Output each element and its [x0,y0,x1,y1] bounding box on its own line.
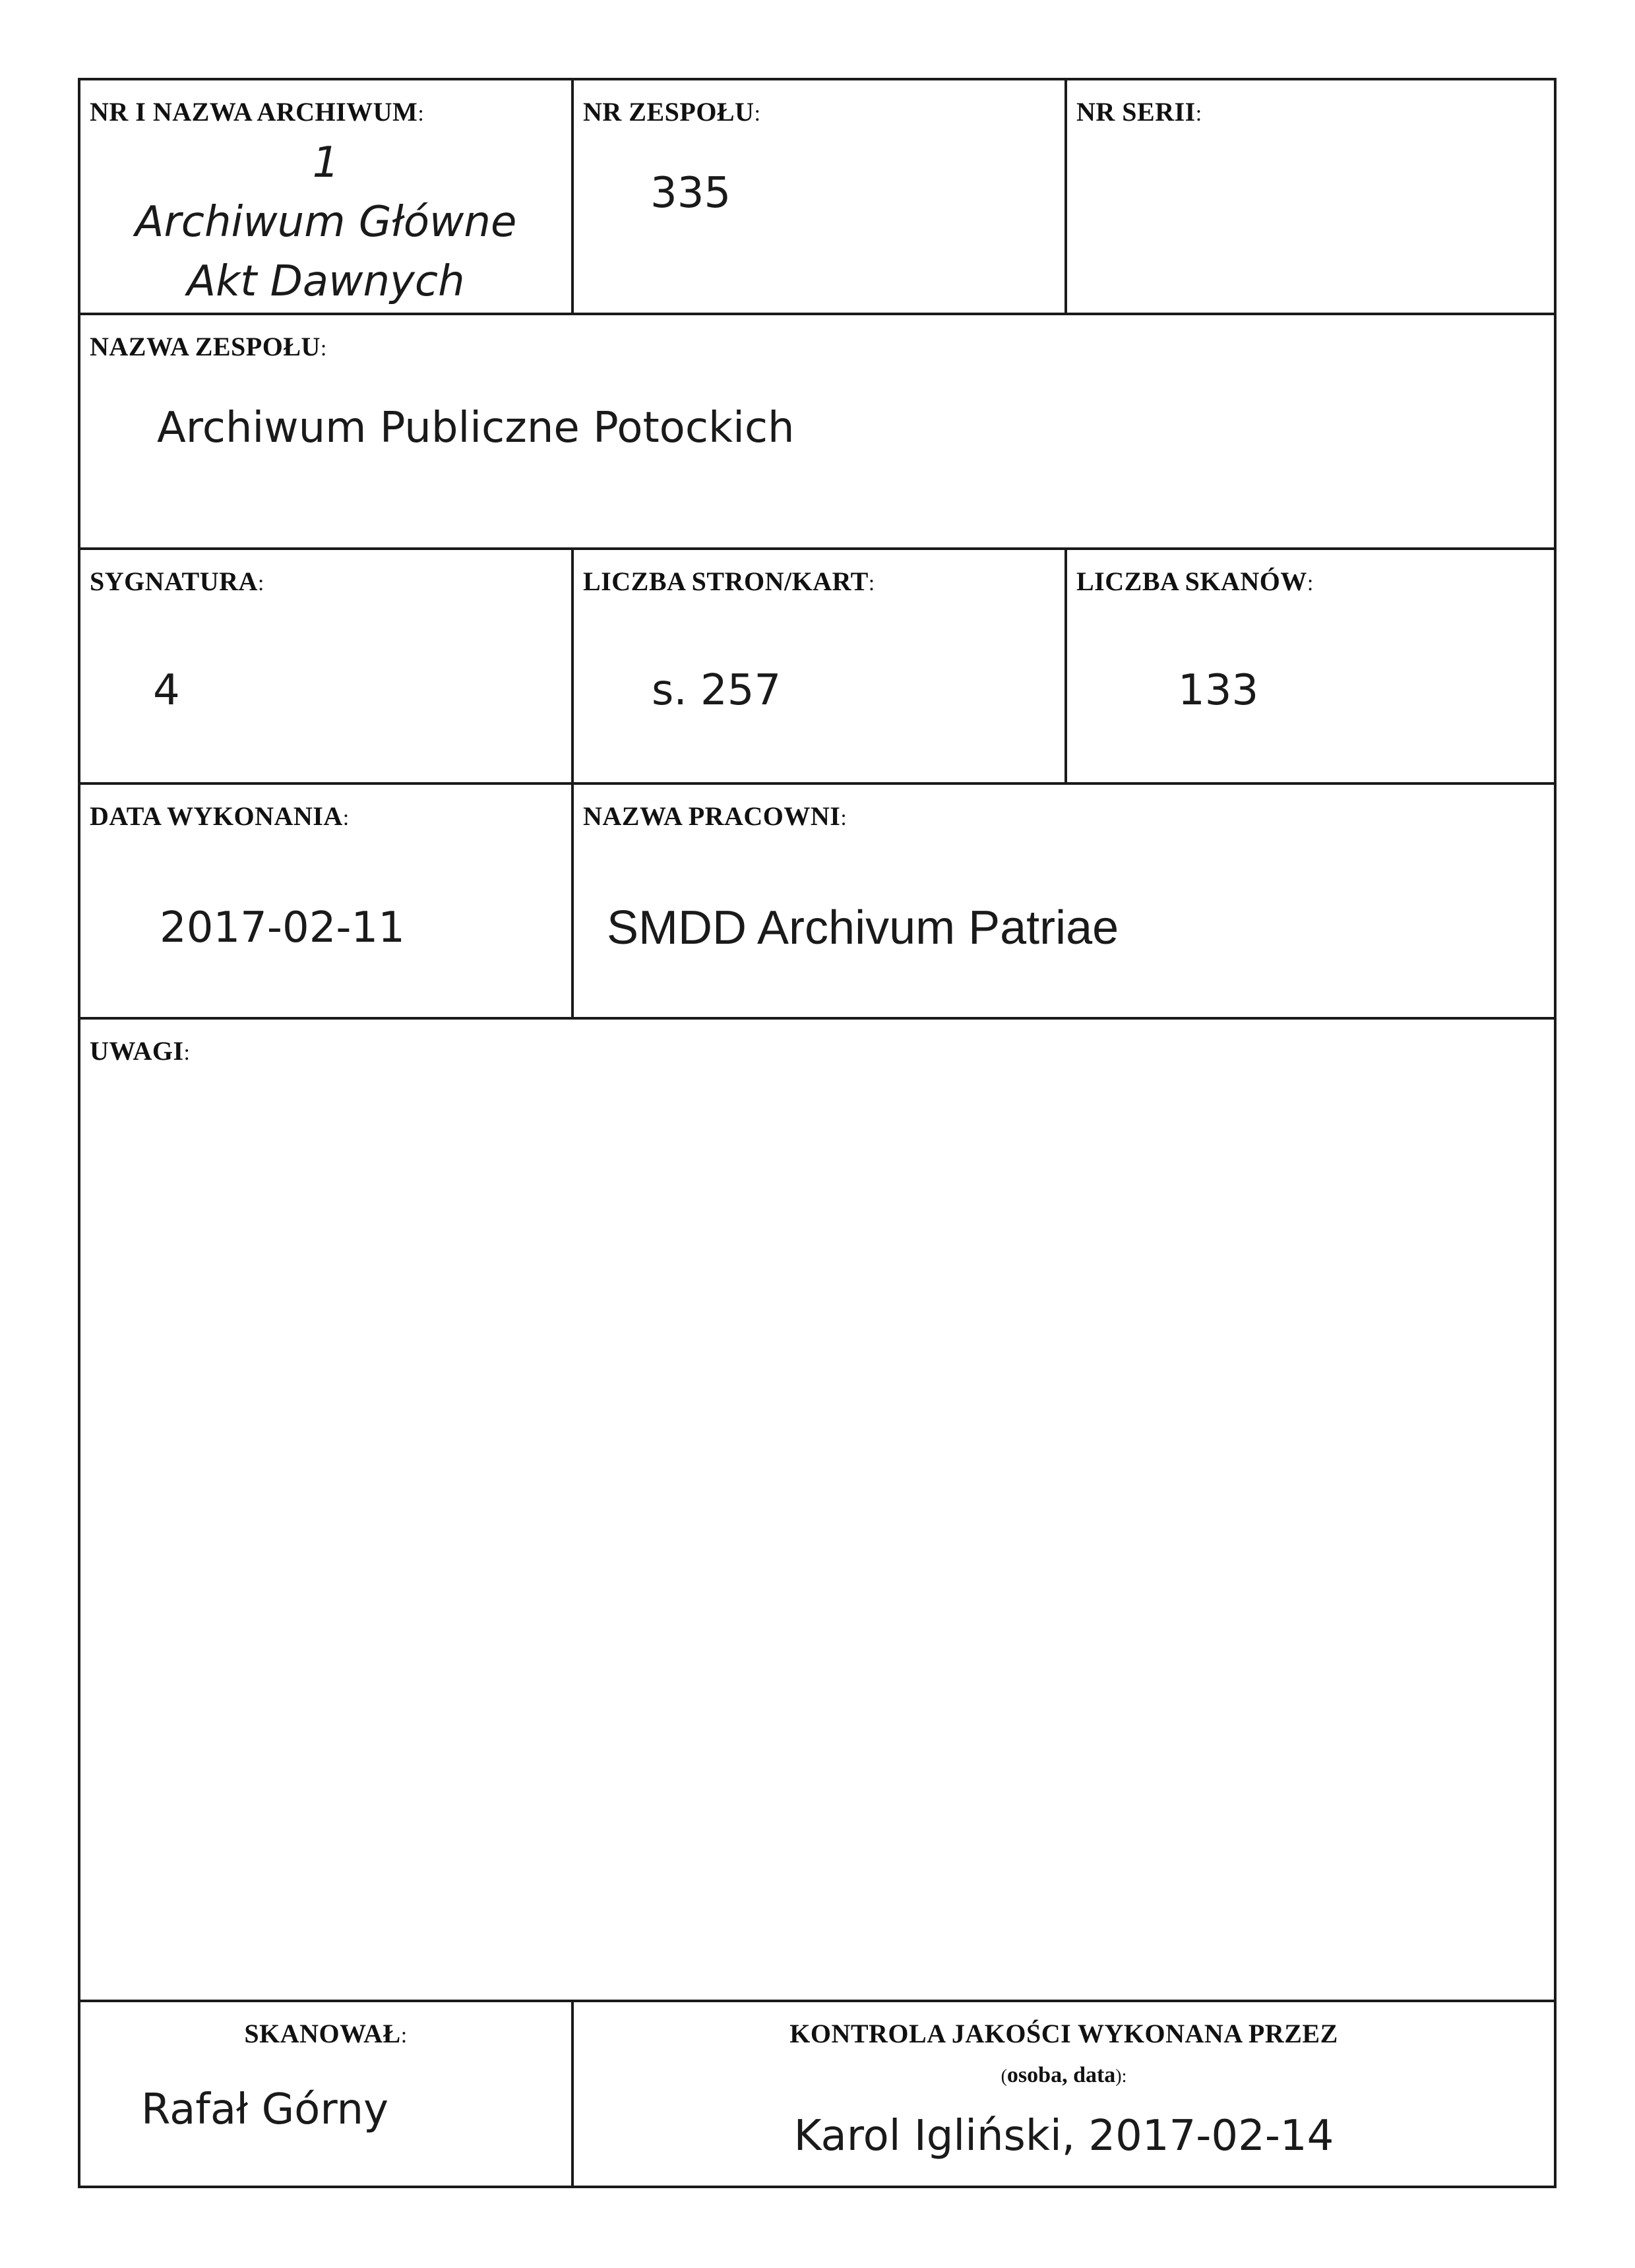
remarks-cell [80,1020,1554,2002]
fonds-number-value: 335 [650,169,731,218]
fonds-name-cell [80,315,1554,550]
workshop-value: SMDD Archivum Patriae [607,902,1119,954]
date-done-value: 2017-02-11 [160,904,405,952]
workshop-label: NAZWA PRACOWNI: [583,801,848,831]
fonds-name-label: NAZWA ZESPOŁU: [90,332,327,361]
fonds-number-cell [574,80,1067,315]
quality-control-value: Karol Igliński, 2017-02-14 [793,2112,1334,2161]
fonds-name-value: Archiwum Publiczne Potockich [157,404,795,452]
signature-label: SYGNATURA: [90,567,264,596]
page-count-label: LICZBA STRON/KART: [583,567,875,596]
metadata-form [78,78,1557,2188]
fonds-number-label: NR ZESPOŁU: [583,97,761,127]
signature-value: 4 [153,666,180,715]
archive-cell [80,80,574,315]
signature-cell [80,550,574,785]
scanned-by-label: SKANOWAŁ: [244,2019,408,2048]
archive-value [80,133,571,311]
date-done-label: DATA WYKONANIA: [90,801,350,831]
quality-control-cell [574,2002,1554,2186]
quality-control-label: KONTROLA JAKOŚCI WYKONANA PRZEZ [789,2019,1338,2048]
workshop-cell [574,785,1554,1020]
date-done-cell [80,785,574,1020]
scan-count-label: LICZBA SKANÓW: [1076,567,1314,596]
scanned-by-cell [80,2002,574,2186]
archive-name-line1: Archiwum Główne [135,198,517,247]
remarks-label: UWAGI: [90,1036,191,1066]
scanned-by-value: Rafał Górny [141,2085,388,2134]
series-number-cell [1067,80,1554,315]
archive-name-line2: Akt Dawnych [187,257,465,306]
archive-number: 1 [312,138,340,187]
page-count-value: s. 257 [652,666,782,715]
page-count-cell [574,550,1067,785]
series-number-label: NR SERII: [1076,97,1202,127]
quality-control-sub-label: (osoba, data): [1001,2063,1127,2087]
scan-count-cell [1067,550,1554,785]
scan-count-value: 133 [1178,666,1259,715]
archive-label: NR I NAZWA ARCHIWUM: [90,97,425,127]
